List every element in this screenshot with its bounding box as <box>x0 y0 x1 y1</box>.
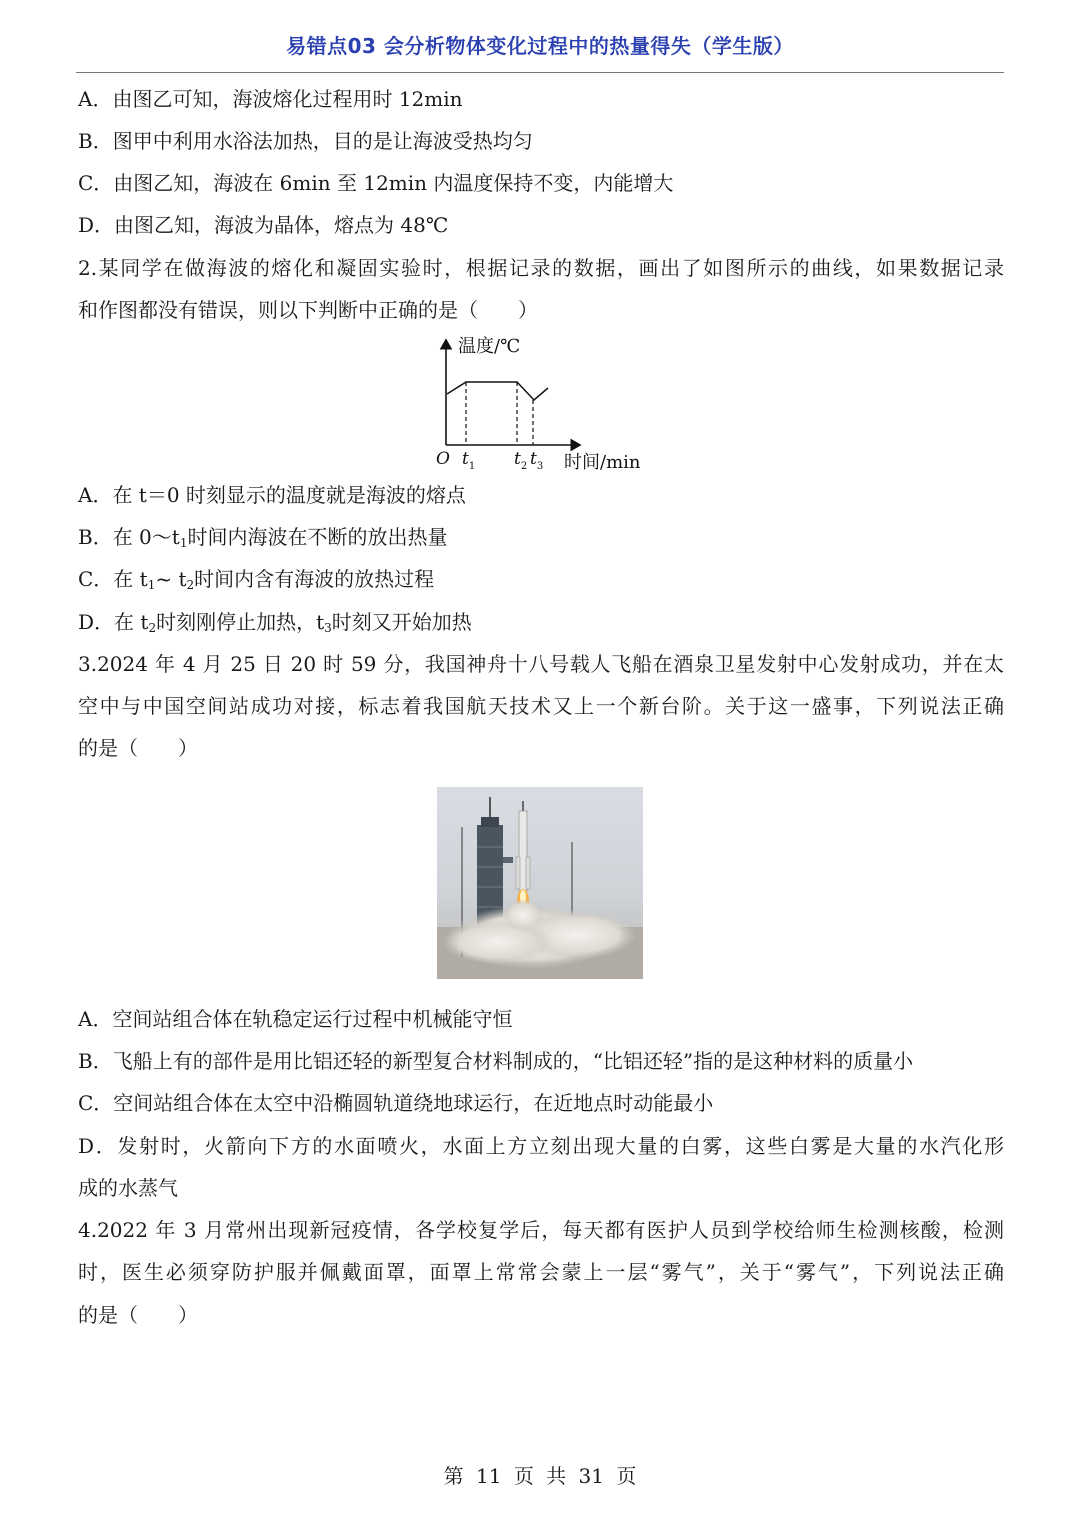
q3-option-c: C．空间站组合体在太空中沿椭圆轨道绕地球运行，在近地点时动能最小 <box>78 1091 714 1115</box>
q1-option-d: D．由图乙知，海波为晶体，熔点为 48℃ <box>78 213 449 237</box>
q1-option-a: A．由图乙可知，海波熔化过程用时 12min <box>78 87 463 111</box>
q3-option-b: B．飞船上有的部件是用比铝还轻的新型复合材料制成的，“比铝还轻”指的是这种材料的质量小 <box>78 1049 914 1073</box>
y-axis-label: 温度/℃ <box>458 336 521 357</box>
q3-stem-line2: 空中与中国空间站成功对接，标志着我国航天技术又上一个新台阶。关于这一盛事，下列说法正确 <box>78 694 1004 718</box>
q2-option-d: D．在 $t_2$时刻刚停止加热，$t_3$时刻又开始加热 <box>78 610 472 635</box>
temperature-curve <box>447 382 548 400</box>
q2-option-c: C．在 $t_1\sim$ $t_2$时间内含有海波的放热过程 <box>78 567 435 592</box>
origin-label: O <box>436 449 450 469</box>
rocket-launch-photo <box>437 787 643 979</box>
q3-option-d-line1: D．发射时，火箭向下方的水面喷火，水面上方立刻出现大量的白雾，这些白雾是大量的水汽化形 <box>78 1134 1004 1158</box>
page-header-title: 易错点03 会分析物体变化过程中的热量得失（学生版） <box>286 34 794 58</box>
page-footer: 第 11 页 共 31 页 <box>443 1464 637 1488</box>
q2-stem-line1: 2.某同学在做海波的熔化和凝固实验时，根据记录的数据，画出了如图所示的曲线，如果数据记录 <box>78 256 1004 280</box>
q3-option-d-line2: 成的水蒸气 <box>78 1176 178 1200</box>
q3-stem-line1: 3.2024 年 4 月 25 日 20 时 59 分，我国神舟十八号载人飞船在酒泉卫星发射中心发射成功，并在太 <box>78 652 1004 676</box>
q2-option-a: A．在 t＝0 时刻显示的温度就是海波的熔点 <box>78 483 466 507</box>
x-axis-label: 时间/min <box>564 452 641 473</box>
t3-label: $t_3$ <box>530 449 544 472</box>
q3-option-a: A．空间站组合体在轨稳定运行过程中机械能守恒 <box>78 1007 513 1031</box>
q4-stem-line2: 时，医生必须穿防护服并佩戴面罩，面罩上常常会蒙上一层“雾气”，关于“雾气”，下列说法正确 <box>78 1260 1004 1284</box>
q2-option-b: B．在 $0\sim t_1$时间内海波在不断的放出热量 <box>78 525 448 550</box>
q1-option-b: B．图甲中利用水浴法加热，目的是让海波受热均匀 <box>78 129 533 153</box>
q1-option-c: C．由图乙知，海波在 6min 至 12min 内温度保持不变，内能增大 <box>78 171 674 195</box>
t2-label: $t_2$ <box>514 449 528 472</box>
q3-stem-line3: 的是（ ） <box>78 736 198 760</box>
t1-label: $t_1$ <box>462 449 476 472</box>
q4-stem-line1: 4.2022 年 3 月常州出现新冠疫情，各学校复学后，每天都有医护人员到学校给师生检测核酸，检测 <box>78 1218 1004 1242</box>
header-rule <box>76 72 1004 73</box>
temperature-time-graph <box>420 330 660 475</box>
q4-stem-line3: 的是（ ） <box>78 1303 198 1327</box>
q2-stem-line2: 和作图都没有错误，则以下判断中正确的是（ ） <box>78 298 538 322</box>
